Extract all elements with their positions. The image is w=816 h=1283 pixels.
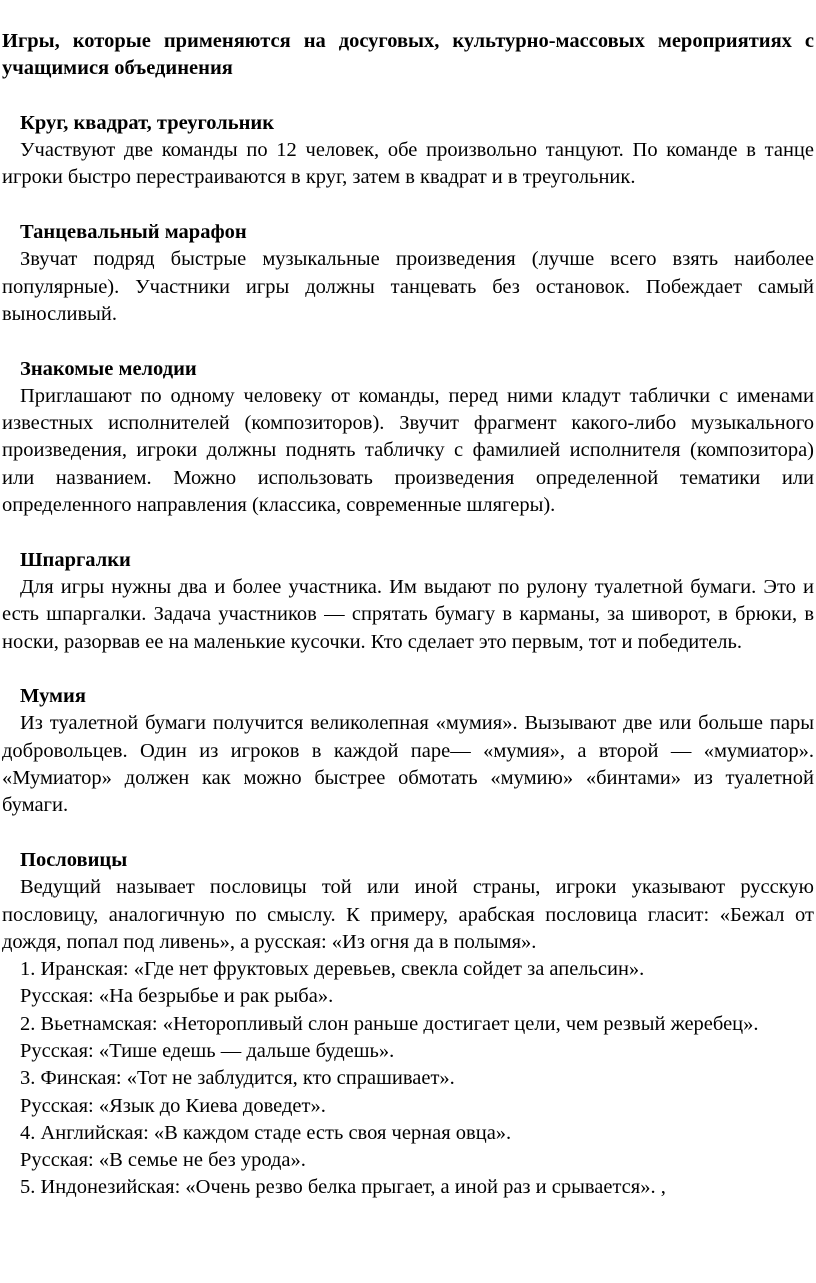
section-marathon	[2, 219, 814, 328]
spacer	[2, 83, 814, 110]
proverb-line: Русская: «Тише едешь — дальше будешь».	[20, 1039, 395, 1062]
proverb-line: 5. Индонезийская: «Очень резво белка прыгает, а иной раз и срывается». ,	[20, 1176, 666, 1199]
section-heading: Шпаргалки	[20, 548, 131, 571]
proverb-line: 4. Английская: «В каждом стаде есть своя черная овца».	[20, 1121, 512, 1144]
section-text: Ведущий называет пословицы той или иной страны, игроки указывают русскую пословицу, аналогичную по смыслу. К примеру, арабская пословица гласит: «Бежал от дождя, попал под ливень», а русская: «Из огня да в полымя».	[2, 876, 814, 953]
section-text: Участвуют две команды по 12 человек, обе произвольно танцуют. По команде в танце игроки быстро перестраиваются в круг, затем в квадрат и в треугольник.	[2, 139, 814, 189]
proverb-line: Русская: «На безрыбье и рак рыба».	[20, 985, 334, 1008]
section-heading: Круг, квадрат, треугольник	[20, 111, 275, 134]
section-proverbs	[2, 847, 814, 1202]
section-heading: Мумия	[20, 685, 86, 708]
section-heading: Пословицы	[20, 848, 128, 871]
section-cheatsheets	[2, 547, 814, 656]
section-text: Приглашают по одному человеку от команды, перед ними кладут таблички с именами известных исполнителей (композиторов). Звучит фрагмент какого-либо музыкального произведения, игроки должны поднять табличку с фамилией исполнителя (композитора) или названием. Можно использовать произведения определенной тематики или определенного направления (классика, современные шлягеры).	[2, 384, 814, 517]
section-krug	[2, 110, 814, 192]
section-heading: Танцевальный марафон	[20, 221, 247, 244]
spacer	[2, 519, 814, 546]
proverb-line: 2. Вьетнамская: «Неторопливый слон раньше достигает цели, чем резвый жеребец».	[20, 1012, 759, 1035]
proverb-line: 3. Финская: «Тот не заблудится, кто спрашивает».	[20, 1067, 455, 1090]
section-text: Для игры нужны два и более участника. Им выдают по рулону туалетной бумаги. Это и есть шпаргалки. Задача участников — спрятать бумагу в карманы, за шиворот, в брюки, в носки, разорвав ее на маленькие кусочки. Кто сделает это первым, тот и победитель.	[2, 575, 814, 653]
section-mummy	[2, 683, 814, 819]
section-text: Из туалетной бумаги получится великолепная «мумия». Вызывают две или больше пары добровольцев. Один из игроков в каждой паре— «мумия», а второй — «мумиатор». «Мумиатор» должен как можно быстрее обмотать «мумию» «бинтами» из туалетной бумаги.	[2, 712, 814, 817]
spacer	[2, 656, 814, 683]
section-heading: Знакомые мелодии	[20, 357, 197, 380]
spacer	[2, 820, 814, 847]
section-text: Звучат подряд быстрые музыкальные произведения (лучше всего взять наиболее популярные). Участники игры должны танцевать без остановок. Побеждает самый выносливый.	[2, 248, 814, 325]
proverb-line: 1. Иранская: «Где нет фруктовых деревьев, свекла сойдет за апельсин».	[20, 958, 645, 981]
spacer	[2, 328, 814, 355]
section-melodies	[2, 356, 814, 520]
proverb-line: Русская: «В семье не без урода».	[20, 1149, 306, 1172]
document-title: Игры, которые применяются на досуговых, культурно-массовых мероприятиях с учащимися объединения	[2, 30, 814, 80]
spacer	[2, 192, 814, 219]
proverb-line: Русская: «Язык до Киева доведет».	[20, 1094, 326, 1117]
